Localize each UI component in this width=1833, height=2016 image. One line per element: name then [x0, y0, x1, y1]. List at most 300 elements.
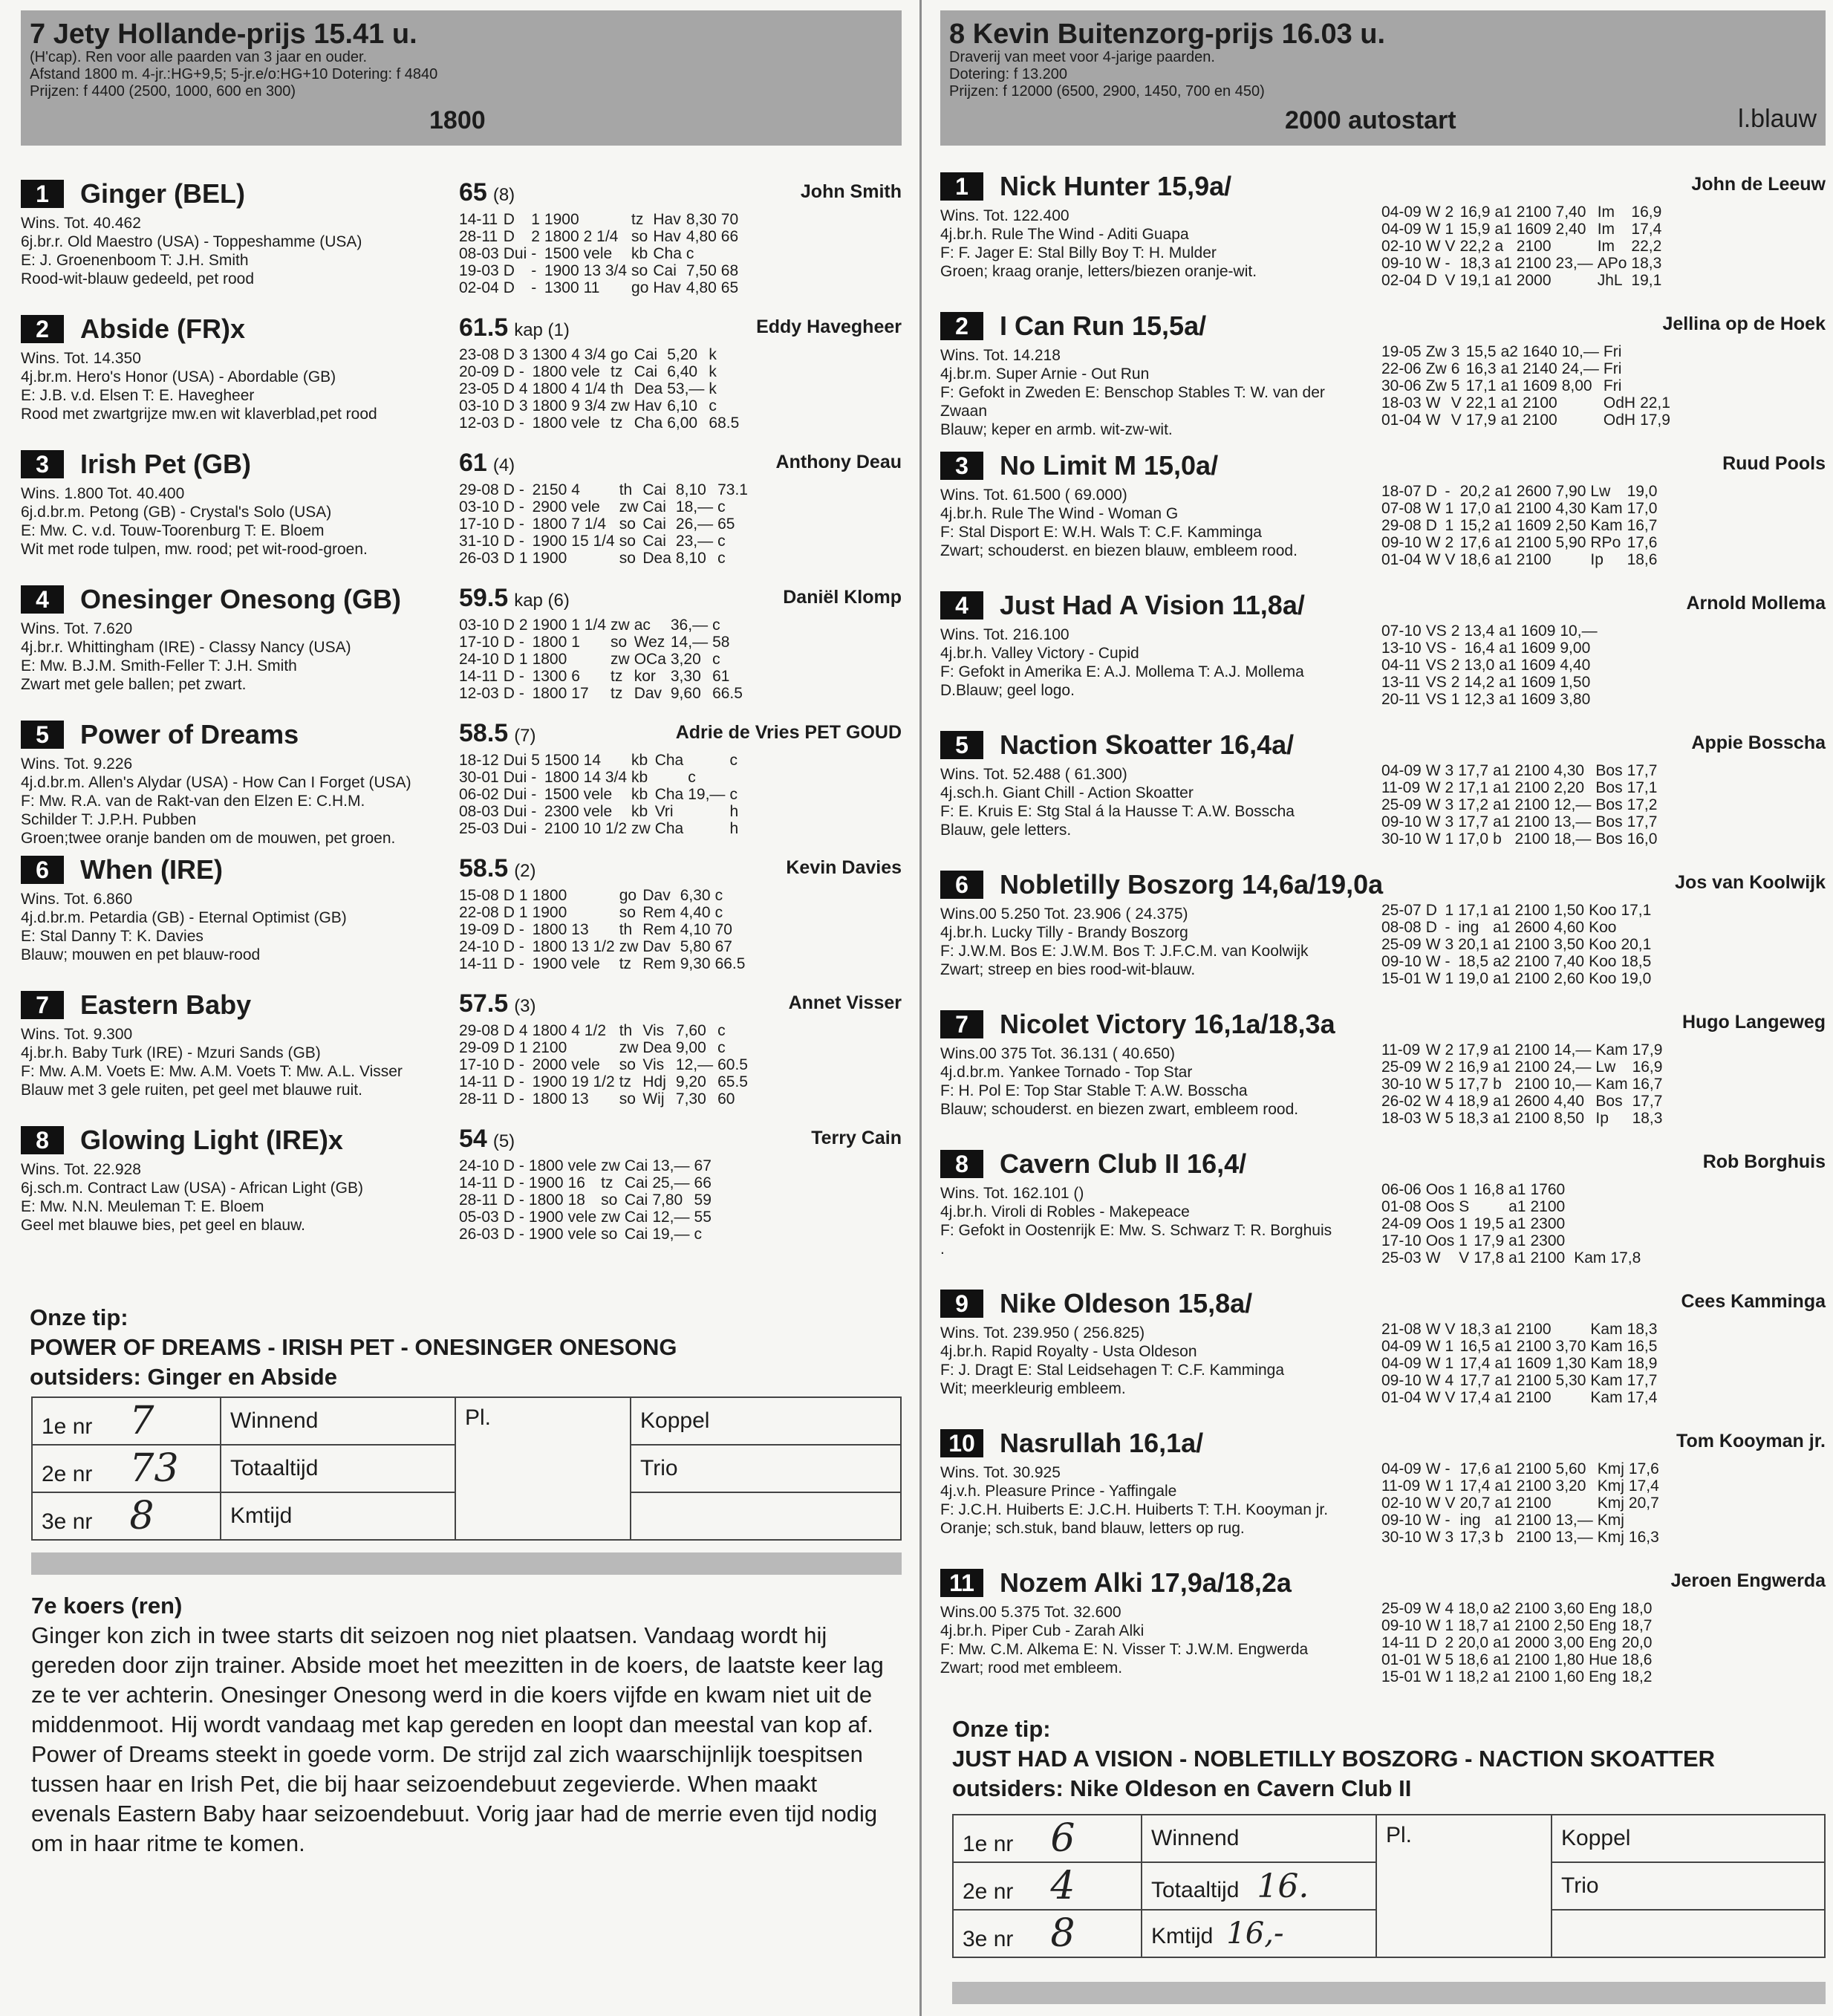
form-cell: Kmj: [1597, 1477, 1624, 1495]
form-cell: 17,7: [1627, 1372, 1658, 1389]
form-row: [1381, 377, 1675, 394]
form-cell: 22-06: [1381, 360, 1422, 377]
form-cell: -: [518, 363, 524, 380]
form-row: [459, 481, 752, 498]
form-row: [1381, 953, 1655, 970]
form-cell: W: [1425, 830, 1441, 848]
form-cell: a1: [1493, 1093, 1511, 1110]
form-cell: [1562, 394, 1604, 412]
horse-weight: [459, 1125, 515, 1154]
form-cell: 2100: [1516, 534, 1552, 551]
form-row: [1381, 1338, 1661, 1355]
info-line: Blauw; mouwen en pet blauw-rood: [21, 946, 261, 963]
form-cell: 1800: [532, 363, 567, 380]
form-cell: 22,1: [1640, 394, 1670, 412]
form-cell: tz: [611, 363, 623, 380]
form-cell: a1: [1494, 1372, 1512, 1389]
form-row: [1381, 343, 1675, 360]
form-cell: 2000: [532, 1056, 567, 1073]
form-cell: D: [503, 887, 515, 904]
form-cell: a1: [1499, 657, 1517, 674]
form-cell: D: [503, 904, 515, 921]
form-cell: 14-11: [459, 668, 498, 685]
info-line: Wins. Tot. 14.218: [940, 347, 1061, 364]
jockey-name: Jellina op de Hoek: [1662, 313, 1826, 334]
form-table: [459, 1157, 716, 1243]
horse-weight: [459, 178, 515, 207]
form-cell: Im: [1597, 238, 1615, 255]
form-cell: 1,30: [1555, 1355, 1586, 1372]
form-cell: 01-08: [1381, 1198, 1422, 1215]
form-cell: 3: [1445, 1529, 1454, 1546]
jockey-name: Rob Borghuis: [1702, 1151, 1826, 1172]
form-cell: 16,7: [1632, 1076, 1663, 1093]
form-cell: -: [518, 1090, 524, 1108]
form-cell: D: [503, 921, 515, 938]
form-cell: a1: [1508, 1198, 1526, 1215]
form-cell: 2: [1451, 657, 1460, 674]
horse-name: Nike Oldeson 15,8a/: [1000, 1288, 1253, 1318]
horse-name: Nicolet Victory 16,1a/18,3a: [1000, 1009, 1335, 1039]
race-summary: [31, 1591, 902, 1859]
form-cell: -: [518, 481, 524, 498]
form-cell: 17,1: [1621, 902, 1652, 919]
form-cell: 07-08: [1381, 500, 1422, 517]
form-cell: 36,—: [670, 617, 709, 634]
form-cell: Fri: [1603, 360, 1622, 377]
handwritten-third: 8: [129, 1494, 154, 1538]
form-cell: 1609: [1520, 674, 1556, 691]
form-cell: D: [503, 685, 515, 702]
form-cell: 66.5: [712, 685, 743, 702]
form-cell: so: [619, 550, 636, 567]
form-cell: Hue: [1589, 1651, 1618, 1668]
form-cell: c: [688, 769, 696, 786]
form-row: [459, 279, 743, 296]
form-cell: Kam: [1590, 500, 1623, 517]
form-cell: 19,1: [1631, 272, 1662, 289]
form-table: [1381, 902, 1655, 987]
form-cell: Koo: [1589, 953, 1617, 970]
form-cell: VS: [1425, 691, 1447, 708]
form-cell: 13-11: [1381, 674, 1421, 691]
form-cell: D: [503, 938, 515, 955]
form-cell: W: [1425, 551, 1441, 568]
form-cell: W: [1425, 204, 1441, 221]
form-cell: zw: [611, 617, 630, 634]
form-cell: D: [1425, 919, 1437, 936]
form-cell: 2100: [1516, 1372, 1552, 1389]
betting-grid: [31, 1396, 902, 1541]
form-cell: c: [717, 1039, 726, 1056]
form-cell: 3,70: [1555, 1338, 1586, 1355]
form-cell: Bos: [1595, 762, 1623, 779]
weight-extra: (2): [514, 861, 536, 881]
form-cell: so: [619, 533, 636, 550]
form-cell: 22-08: [459, 904, 499, 921]
form-cell: -: [531, 262, 537, 279]
form-cell: a1: [1494, 1355, 1512, 1372]
form-cell: 4: [571, 481, 580, 498]
form-cell: a1: [1493, 1059, 1511, 1076]
tip-block: [952, 1714, 1715, 1804]
form-cell: [655, 769, 688, 786]
form-cell: Lw: [1590, 483, 1611, 500]
form-cell: go: [619, 887, 637, 904]
form-cell: 67: [694, 1157, 712, 1174]
form-cell: a1: [1494, 204, 1512, 221]
form-cell: Cai: [624, 1209, 648, 1226]
weight-value: 58.5: [459, 854, 509, 882]
form-cell: a1: [1494, 1477, 1512, 1495]
info-line: F: J.W.M. Bos E: J.W.M. Bos T: J.F.C.M. van Koolwijk: [940, 943, 1309, 960]
form-cell: 04-09: [1381, 762, 1422, 779]
form-cell: 8,50: [1554, 1110, 1585, 1127]
form-cell: -: [518, 634, 524, 651]
form-cell: 22,2: [1459, 238, 1491, 255]
form-cell: a1: [1508, 1215, 1526, 1232]
form-cell: 1: [1445, 1617, 1454, 1634]
form-table: [1381, 762, 1661, 848]
form-cell: V: [1445, 551, 1456, 568]
form-cell: [1556, 551, 1591, 568]
form-table: [459, 617, 747, 702]
form-cell: -: [518, 668, 524, 685]
form-cell: APo: [1597, 255, 1627, 272]
grid-kmtijd: Kmtijd: [221, 1492, 455, 1540]
form-cell: Zw: [1425, 360, 1447, 377]
form-cell: W: [1425, 1600, 1441, 1617]
form-cell: Koo: [1589, 936, 1617, 953]
form-cell: go: [631, 279, 649, 296]
horse-number: 6: [21, 856, 64, 884]
form-cell: 65: [717, 516, 735, 533]
form-cell: W: [1425, 1389, 1441, 1406]
form-cell: k: [709, 380, 717, 397]
form-cell: 2600: [1516, 483, 1552, 500]
form-cell: 1800: [532, 921, 567, 938]
form-cell: 11-09: [1381, 779, 1421, 796]
form-cell: 67: [714, 938, 732, 955]
form-cell: 7,40: [1555, 204, 1586, 221]
form-cell: Kmj: [1597, 1512, 1624, 1529]
form-cell: Fri: [1603, 377, 1622, 394]
form-cell: vele: [571, 498, 600, 516]
form-cell: Wij: [642, 1090, 665, 1108]
form-cell: Cha: [654, 786, 684, 803]
form-cell: 16,3: [1465, 360, 1497, 377]
form-cell: 13,—: [1555, 1512, 1593, 1529]
form-row: [459, 346, 743, 363]
form-cell: VS: [1425, 657, 1447, 674]
horse-entry: [21, 1122, 902, 1248]
form-row: [1381, 1321, 1661, 1338]
form-cell: 65: [720, 279, 739, 296]
form-cell: VS: [1425, 640, 1447, 657]
form-row: [1381, 1617, 1656, 1634]
handwritten-second: 4: [1050, 1864, 1075, 1908]
form-row: [1381, 204, 1666, 221]
form-row: [1381, 1181, 1645, 1198]
race-title: 8 Kevin Buitenzorg-prijs 16.03 u.: [949, 19, 1386, 50]
weight-extra: (5): [492, 1131, 515, 1151]
form-cell: 20,0: [1458, 1634, 1489, 1651]
form-cell: V: [1445, 1389, 1456, 1406]
form-cell: D: [503, 1056, 515, 1073]
form-cell: Cai: [624, 1226, 648, 1243]
form-cell: th: [619, 481, 633, 498]
form-cell: a1: [1493, 779, 1511, 796]
form-cell: tz: [619, 955, 632, 972]
form-row: [1381, 1477, 1664, 1495]
form-cell: -: [531, 820, 537, 837]
form-cell: 18,6: [1627, 551, 1658, 568]
betting-grid: [952, 1814, 1826, 1958]
form-cell: a1: [1500, 377, 1518, 394]
form-cell: 68.5: [709, 414, 740, 432]
form-row: [459, 668, 747, 685]
form-cell: 9,30: [680, 955, 711, 972]
form-cell: 16,9: [1632, 1059, 1663, 1076]
info-line: F: J.C.H. Huiberts E: J.C.H. Huiberts T: T.H. Kooyman jr.: [940, 1501, 1329, 1518]
form-cell: [571, 887, 619, 904]
form-cell: 18,6: [1458, 1651, 1489, 1668]
form-cell: 17-10: [459, 516, 499, 533]
form-cell: [1610, 1181, 1645, 1198]
horse-entry: [940, 1285, 1826, 1411]
form-cell: 09-10: [1381, 1372, 1422, 1389]
form-cell: 03-10: [459, 498, 499, 516]
form-cell: 66: [720, 228, 739, 245]
form-cell: 02-10: [1381, 238, 1422, 255]
form-cell: 5,90: [1555, 534, 1586, 551]
form-row: [459, 397, 743, 414]
form-cell: 65.5: [717, 1073, 748, 1090]
form-row: [1381, 796, 1661, 813]
form-row: [1381, 1389, 1661, 1406]
form-row: [1381, 936, 1655, 953]
form-cell: 2: [518, 617, 528, 634]
form-cell: 18,3: [1458, 1110, 1489, 1127]
form-cell: 2: [1445, 1634, 1454, 1651]
form-cell: Bos: [1595, 813, 1623, 830]
info-line: F: Stal Disport E: W.H. Wals T: C.F. Kamminga: [940, 524, 1262, 541]
info-line: 4j.br.h. Rule The Wind - Aditi Guapa: [940, 226, 1189, 243]
handwritten-first: 7: [129, 1399, 154, 1443]
form-row: [1381, 813, 1661, 830]
form-cell: [1574, 1215, 1610, 1232]
form-cell: 9 3/4: [571, 397, 607, 414]
form-cell: 17: [571, 685, 589, 702]
form-cell: Cai: [642, 533, 666, 550]
horse-entry: [940, 447, 1826, 573]
form-cell: [1640, 377, 1675, 394]
form-cell: D: [503, 363, 515, 380]
form-cell: 2000: [1516, 272, 1552, 289]
form-cell: 17,0: [1458, 830, 1489, 848]
jockey-name: Hugo Langeweg: [1681, 1012, 1826, 1033]
info-line: Zwart; rood met embleem.: [940, 1659, 1123, 1677]
form-cell: th: [619, 921, 633, 938]
info-line: F: Mw. C.M. Alkema E: N. Visser T: J.W.M. Engwerda: [940, 1641, 1309, 1658]
form-cell: 2100: [1514, 762, 1550, 779]
horse-weight: [459, 449, 515, 478]
horse-name: Glowing Light (IRE)x: [80, 1125, 343, 1155]
form-cell: 55: [694, 1209, 712, 1226]
form-cell: 15 1/4: [571, 533, 615, 550]
form-cell: 16,9: [1631, 204, 1662, 221]
form-cell: c: [694, 1226, 703, 1243]
form-cell: Im: [1597, 221, 1615, 238]
form-cell: 18-03: [1381, 394, 1422, 412]
form-cell: W: [1425, 813, 1441, 830]
form-cell: a1: [1500, 360, 1518, 377]
form-row: [1381, 1059, 1667, 1076]
form-cell: Kam: [1595, 1041, 1628, 1059]
weight-value: 58.5: [459, 719, 509, 747]
grid-row-label: 2e nr: [42, 1462, 93, 1486]
info-line: E: J.B. v.d. Elsen T: E. Havegheer: [21, 387, 255, 404]
form-cell: zw: [611, 651, 630, 668]
form-cell: [1574, 1181, 1610, 1198]
info-line: .: [940, 1241, 945, 1258]
horse-info: [21, 214, 466, 288]
form-cell: -: [1445, 1460, 1451, 1477]
horse-number: 3: [940, 452, 983, 480]
form-cell: kb: [631, 769, 648, 786]
info-line: Wins. Tot. 9.226: [21, 755, 133, 773]
form-cell: ing: [1459, 1512, 1481, 1529]
form-cell: W: [1425, 779, 1441, 796]
form-cell: 17,6: [1459, 534, 1491, 551]
form-cell: c: [714, 887, 723, 904]
form-cell: V: [1445, 1495, 1456, 1512]
form-cell: 17,1: [1458, 902, 1489, 919]
form-cell: Rem: [642, 955, 676, 972]
form-cell: 1800: [532, 1022, 567, 1039]
form-cell: a1: [1499, 691, 1517, 708]
form-row: [1381, 1215, 1645, 1232]
form-row: [459, 262, 743, 279]
info-line: 4j.d.br.m. Allen's Alydar (USA) - How Can I Forget (USA): [21, 774, 411, 791]
race-conditions: Draverij van meet voor 4-jarige paarden.: [949, 49, 1215, 65]
form-cell: -: [1445, 1512, 1451, 1529]
form-cell: Dav: [642, 938, 671, 955]
form-cell: 19,0: [1458, 970, 1489, 987]
race-colour: l.blauw: [1738, 105, 1817, 133]
form-cell: 2100: [1522, 394, 1557, 412]
form-cell: W: [1425, 221, 1441, 238]
form-cell: 14-11: [459, 211, 498, 228]
form-cell: tz: [601, 1174, 613, 1191]
form-cell: Oos: [1425, 1215, 1455, 1232]
form-cell: c: [712, 617, 720, 634]
form-cell: 1: [1445, 1668, 1454, 1685]
form-table: [1381, 204, 1666, 289]
horse-number: 1: [940, 172, 983, 201]
race-header: [21, 10, 902, 146]
form-cell: -: [518, 516, 524, 533]
form-cell: 73.1: [717, 481, 748, 498]
form-cell: 2,40: [1555, 221, 1586, 238]
form-row: [459, 414, 743, 432]
horse-number: 6: [940, 871, 983, 899]
form-cell: a1: [1493, 1617, 1511, 1634]
form-cell: kor: [634, 668, 656, 685]
form-cell: 1609: [1520, 657, 1556, 674]
horse-weight: [459, 719, 536, 748]
form-cell: 4 1/4: [571, 380, 607, 397]
info-line: Rood-wit-blauw gedeeld, pet rood: [21, 270, 255, 287]
tip-outsiders: outsiders: Nike Oldeson en Cavern Club II: [952, 1775, 1412, 1801]
form-cell: 1: [571, 634, 580, 651]
form-cell: th: [619, 1022, 633, 1039]
form-cell: 70: [714, 921, 732, 938]
form-cell: zw: [631, 820, 651, 837]
form-cell: W: [1425, 1110, 1441, 1127]
form-cell: W: [1425, 953, 1441, 970]
info-line: 4j.br.h. Valley Victory - Cupid: [940, 645, 1139, 662]
grid-totaaltijd: Totaaltijd: [221, 1445, 455, 1492]
form-cell: Dui: [503, 752, 527, 769]
form-cell: 1900: [544, 211, 579, 228]
form-cell: a1: [1500, 412, 1518, 429]
form-cell: 1: [1445, 500, 1454, 517]
form-cell: 18,9: [1458, 1093, 1489, 1110]
form-cell: h: [729, 803, 739, 820]
form-cell: 17,4: [1631, 221, 1662, 238]
form-row: [1381, 902, 1655, 919]
form-cell: 24-10: [459, 1157, 499, 1174]
form-cell: 25-03: [459, 820, 499, 837]
form-cell: th: [611, 380, 624, 397]
form-cell: Dav: [634, 685, 662, 702]
form-cell: 1: [518, 651, 528, 668]
info-line: Schilder T: J.P.H. Pubben: [21, 811, 197, 828]
form-cell: 17,2: [1458, 796, 1489, 813]
jockey-name: Jeroen Engwerda: [1670, 1570, 1826, 1591]
form-cell: 1: [1445, 1477, 1454, 1495]
form-cell: so: [619, 516, 636, 533]
form-cell: 1900: [532, 955, 567, 972]
horse-entry: [940, 1006, 1826, 1132]
form-cell: -: [531, 769, 537, 786]
form-cell: 3: [518, 397, 528, 414]
form-table: [459, 887, 749, 972]
form-cell: D: [503, 262, 515, 279]
form-cell: 1,50: [1560, 674, 1591, 691]
form-cell: 1800: [544, 769, 579, 786]
form-row: [459, 363, 743, 380]
form-table: [459, 481, 752, 567]
form-cell: 19-09: [459, 921, 499, 938]
form-cell: 24-10: [459, 938, 499, 955]
form-cell: 58: [712, 634, 730, 651]
info-line: F: F. Jager E: Stal Billy Boy T: H. Mulder: [940, 244, 1217, 261]
form-table: [1381, 1321, 1661, 1406]
form-cell: 2: [1445, 1059, 1454, 1076]
form-cell: 1800: [532, 516, 567, 533]
handwritten-first: 6: [1050, 1816, 1075, 1861]
form-cell: W: [1425, 1495, 1441, 1512]
info-line: 6j.d.br.m. Petong (GB) - Crystal's Solo (USA): [21, 504, 332, 521]
form-cell: 6,40: [667, 363, 698, 380]
form-cell: 4 1/2: [571, 1022, 607, 1039]
form-cell: 2100: [1514, 1600, 1550, 1617]
form-cell: 1,80: [1554, 1651, 1585, 1668]
form-cell: W: [1425, 412, 1441, 429]
form-cell: 09-10: [1381, 534, 1422, 551]
